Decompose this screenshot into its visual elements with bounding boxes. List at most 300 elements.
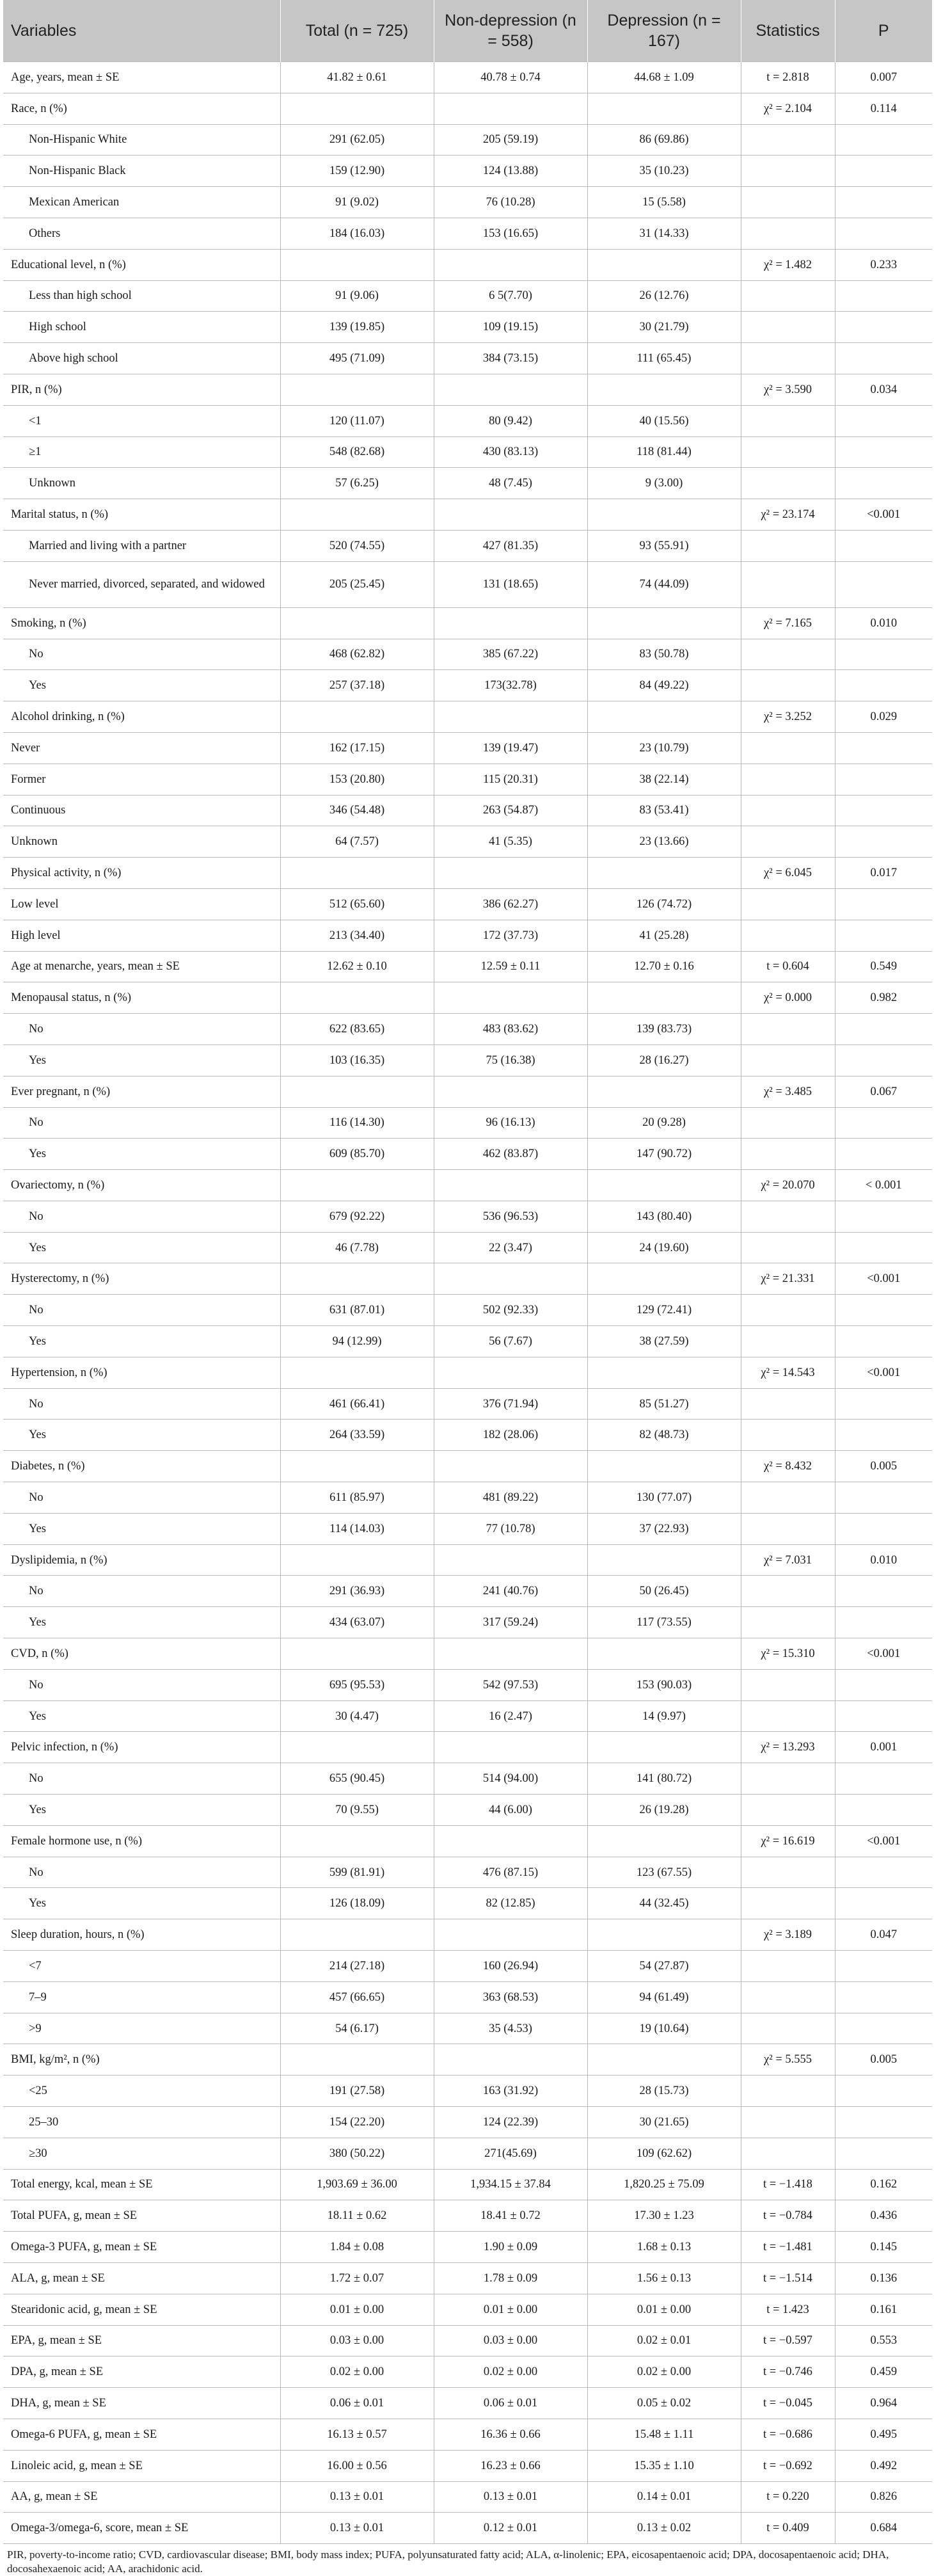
- statistics-cell: [741, 343, 835, 374]
- depression-cell: 38 (27.59): [587, 1326, 741, 1357]
- variable-cell: 25–30: [3, 2107, 280, 2138]
- p-value-cell: [835, 2076, 932, 2107]
- depression-cell: 44.68 ± 1.09: [587, 62, 741, 93]
- p-value-cell: [835, 2107, 932, 2138]
- variable-cell: Educational level, n (%): [3, 249, 280, 280]
- p-value-cell: 0.047: [835, 1919, 932, 1951]
- p-value-cell: 0.684: [835, 2513, 932, 2544]
- total-cell: [280, 982, 434, 1014]
- total-cell: 695 (95.53): [280, 1669, 434, 1700]
- depression-cell: 0.14 ± 0.01: [587, 2481, 741, 2513]
- non-depression-cell: 384 (73.15): [434, 343, 587, 374]
- variable-cell: ≥1: [3, 436, 280, 468]
- variable-cell: Omega-3 PUFA, g, mean ± SE: [3, 2232, 280, 2263]
- depression-cell: 118 (81.44): [587, 436, 741, 468]
- total-cell: [280, 2044, 434, 2076]
- variable-cell: Yes: [3, 1888, 280, 1919]
- total-cell: 46 (7.78): [280, 1232, 434, 1263]
- statistics-cell: [741, 1607, 835, 1638]
- non-depression-cell: 0.03 ± 0.00: [434, 2325, 587, 2356]
- total-cell: 205 (25.45): [280, 561, 434, 607]
- depression-cell: 86 (69.86): [587, 124, 741, 156]
- variable-cell: Omega-3/omega-6, score, mean ± SE: [3, 2513, 280, 2544]
- table-row: [3, 1170, 932, 1201]
- non-depression-cell: 1,934.15 ± 37.84: [434, 2169, 587, 2200]
- p-value-cell: 0.005: [835, 1451, 932, 1482]
- variable-cell: >9: [3, 2013, 280, 2044]
- statistics-cell: t = −1.481: [741, 2232, 835, 2263]
- statistics-cell: [741, 1669, 835, 1700]
- variable-cell: Yes: [3, 1607, 280, 1638]
- non-depression-cell: 462 (83.87): [434, 1139, 587, 1170]
- total-cell: 0.02 ± 0.00: [280, 2356, 434, 2388]
- non-depression-cell: [434, 1170, 587, 1201]
- p-value-cell: [835, 888, 932, 920]
- depression-cell: 141 (80.72): [587, 1763, 741, 1795]
- depression-cell: 0.13 ± 0.02: [587, 2513, 741, 2544]
- variable-cell: No: [3, 639, 280, 670]
- non-depression-cell: 182 (28.06): [434, 1420, 587, 1451]
- total-cell: 91 (9.02): [280, 187, 434, 218]
- p-value-cell: 0.233: [835, 249, 932, 280]
- depression-cell: 28 (15.73): [587, 2076, 741, 2107]
- p-value-cell: 0.136: [835, 2262, 932, 2294]
- depression-cell: [587, 249, 741, 280]
- statistics-cell: [741, 218, 835, 249]
- total-cell: 599 (81.91): [280, 1857, 434, 1888]
- variable-cell: Non-Hispanic White: [3, 124, 280, 156]
- p-value-cell: [835, 1107, 932, 1139]
- depression-cell: [587, 499, 741, 531]
- table-row: [3, 249, 932, 280]
- variable-cell: EPA, g, mean ± SE: [3, 2325, 280, 2356]
- table-row: [3, 1607, 932, 1638]
- total-cell: 154 (22.20): [280, 2107, 434, 2138]
- variable-cell: <7: [3, 1951, 280, 1982]
- variable-cell: ALA, g, mean ± SE: [3, 2262, 280, 2294]
- non-depression-cell: 131 (18.65): [434, 561, 587, 607]
- p-value-cell: [835, 1482, 932, 1514]
- depression-cell: [587, 1451, 741, 1482]
- depression-cell: 123 (67.55): [587, 1857, 741, 1888]
- p-value-cell: 0.553: [835, 2325, 932, 2356]
- statistics-cell: [741, 530, 835, 561]
- statistics-cell: [741, 436, 835, 468]
- p-value-cell: [835, 1857, 932, 1888]
- header-row: [3, 0, 932, 62]
- table-row: [3, 1795, 932, 1826]
- p-value-cell: 0.001: [835, 1732, 932, 1763]
- header-depression: Depression (n = 167): [587, 0, 741, 62]
- p-value-cell: [835, 561, 932, 607]
- non-depression-cell: 16.23 ± 0.66: [434, 2450, 587, 2481]
- statistics-cell: χ² = 7.031: [741, 1544, 835, 1576]
- non-depression-cell: 124 (22.39): [434, 2107, 587, 2138]
- table-row: [3, 920, 932, 951]
- total-cell: 291 (36.93): [280, 1576, 434, 1607]
- variable-cell: BMI, kg/m², n (%): [3, 2044, 280, 2076]
- variable-cell: Pelvic infection, n (%): [3, 1732, 280, 1763]
- total-cell: [280, 249, 434, 280]
- statistics-cell: [741, 1763, 835, 1795]
- statistics-cell: t = −1.418: [741, 2169, 835, 2200]
- non-depression-cell: 317 (59.24): [434, 1607, 587, 1638]
- table-row: [3, 218, 932, 249]
- variable-cell: Above high school: [3, 343, 280, 374]
- p-value-cell: [835, 1513, 932, 1544]
- table-row: [3, 951, 932, 982]
- total-cell: 622 (83.65): [280, 1014, 434, 1045]
- non-depression-cell: 481 (89.22): [434, 1482, 587, 1514]
- table-row: [3, 2325, 932, 2356]
- table-row: [3, 1263, 932, 1295]
- p-value-cell: <0.001: [835, 1263, 932, 1295]
- non-depression-cell: 542 (97.53): [434, 1669, 587, 1700]
- non-depression-cell: 40.78 ± 0.74: [434, 62, 587, 93]
- p-value-cell: [835, 764, 932, 795]
- statistics-cell: [741, 1295, 835, 1326]
- variable-cell: Diabetes, n (%): [3, 1451, 280, 1482]
- p-value-cell: 0.067: [835, 1076, 932, 1107]
- statistics-cell: [741, 888, 835, 920]
- variable-cell: PIR, n (%): [3, 374, 280, 405]
- p-value-cell: 0.010: [835, 1544, 932, 1576]
- statistics-cell: [741, 1326, 835, 1357]
- variable-cell: Age, years, mean ± SE: [3, 62, 280, 93]
- p-value-cell: [835, 1139, 932, 1170]
- table-row: [3, 436, 932, 468]
- total-cell: 12.62 ± 0.10: [280, 951, 434, 982]
- table-row: [3, 1576, 932, 1607]
- depression-cell: 0.02 ± 0.00: [587, 2356, 741, 2388]
- depression-cell: 12.70 ± 0.16: [587, 951, 741, 982]
- p-value-cell: [835, 639, 932, 670]
- statistics-cell: t = −0.045: [741, 2388, 835, 2419]
- statistics-cell: t = −0.597: [741, 2325, 835, 2356]
- statistics-cell: χ² = 3.252: [741, 701, 835, 733]
- variable-cell: Yes: [3, 1139, 280, 1170]
- table-row: [3, 1295, 932, 1326]
- non-depression-cell: [434, 858, 587, 889]
- variable-cell: Yes: [3, 670, 280, 701]
- non-depression-cell: 0.01 ± 0.00: [434, 2294, 587, 2325]
- p-value-cell: [835, 826, 932, 858]
- p-value-cell: [835, 1951, 932, 1982]
- total-cell: 153 (20.80): [280, 764, 434, 795]
- total-cell: [280, 701, 434, 733]
- variable-cell: Yes: [3, 1513, 280, 1544]
- table-row: [3, 1139, 932, 1170]
- depression-cell: 0.05 ± 0.02: [587, 2388, 741, 2419]
- non-depression-cell: 536 (96.53): [434, 1201, 587, 1232]
- statistics-cell: χ² = 3.189: [741, 1919, 835, 1951]
- total-cell: 0.01 ± 0.00: [280, 2294, 434, 2325]
- non-depression-cell: 172 (37.73): [434, 920, 587, 951]
- variable-cell: No: [3, 1295, 280, 1326]
- total-cell: [280, 93, 434, 124]
- p-value-cell: [835, 2138, 932, 2169]
- p-value-cell: <0.001: [835, 1357, 932, 1388]
- table-row: [3, 2356, 932, 2388]
- table-row: [3, 1513, 932, 1544]
- statistics-cell: χ² = 1.482: [741, 249, 835, 280]
- variable-cell: Linoleic acid, g, mean ± SE: [3, 2450, 280, 2481]
- statistics-cell: [741, 1888, 835, 1919]
- statistics-cell: [741, 1420, 835, 1451]
- table-row: [3, 1357, 932, 1388]
- p-value-cell: 0.162: [835, 2169, 932, 2200]
- variable-cell: Female hormone use, n (%): [3, 1825, 280, 1857]
- non-depression-cell: 77 (10.78): [434, 1513, 587, 1544]
- depression-cell: 139 (83.73): [587, 1014, 741, 1045]
- total-cell: [280, 1638, 434, 1670]
- non-depression-cell: 205 (59.19): [434, 124, 587, 156]
- total-cell: 64 (7.57): [280, 826, 434, 858]
- statistics-cell: χ² = 3.590: [741, 374, 835, 405]
- statistics-cell: t = 0.409: [741, 2513, 835, 2544]
- depression-cell: 93 (55.91): [587, 530, 741, 561]
- depression-cell: 40 (15.56): [587, 405, 741, 436]
- depression-cell: 35 (10.23): [587, 156, 741, 187]
- variable-cell: Ever pregnant, n (%): [3, 1076, 280, 1107]
- depression-cell: [587, 2044, 741, 2076]
- variable-cell: High level: [3, 920, 280, 951]
- variable-cell: Yes: [3, 1232, 280, 1263]
- statistics-cell: [741, 670, 835, 701]
- depression-cell: 109 (62.62): [587, 2138, 741, 2169]
- total-cell: 16.00 ± 0.56: [280, 2450, 434, 2481]
- non-depression-cell: 80 (9.42): [434, 405, 587, 436]
- depression-cell: [587, 701, 741, 733]
- non-depression-cell: 1.90 ± 0.09: [434, 2232, 587, 2263]
- statistics-cell: [741, 2076, 835, 2107]
- non-depression-cell: 115 (20.31): [434, 764, 587, 795]
- table-row: [3, 468, 932, 499]
- variable-cell: Others: [3, 218, 280, 249]
- table-row: [3, 701, 932, 733]
- statistics-cell: χ² = 6.045: [741, 858, 835, 889]
- p-value-cell: [835, 1763, 932, 1795]
- p-value-cell: [835, 1669, 932, 1700]
- non-depression-cell: 430 (83.13): [434, 436, 587, 468]
- statistics-cell: [741, 312, 835, 343]
- p-value-cell: [835, 1576, 932, 1607]
- depression-cell: 126 (74.72): [587, 888, 741, 920]
- non-depression-cell: [434, 1451, 587, 1482]
- non-depression-cell: [434, 982, 587, 1014]
- p-value-cell: 0.459: [835, 2356, 932, 2388]
- statistics-cell: χ² = 16.619: [741, 1825, 835, 1857]
- table-row: [3, 187, 932, 218]
- p-value-cell: [835, 1201, 932, 1232]
- depression-cell: 37 (22.93): [587, 1513, 741, 1544]
- depression-cell: 0.02 ± 0.01: [587, 2325, 741, 2356]
- table-row: [3, 888, 932, 920]
- p-value-cell: [835, 2013, 932, 2044]
- total-cell: 257 (37.18): [280, 670, 434, 701]
- p-value-cell: [835, 670, 932, 701]
- total-cell: 139 (19.85): [280, 312, 434, 343]
- table-row: [3, 312, 932, 343]
- statistics-cell: t = −0.692: [741, 2450, 835, 2481]
- variable-cell: No: [3, 1857, 280, 1888]
- total-cell: 57 (6.25): [280, 468, 434, 499]
- non-depression-cell: [434, 1825, 587, 1857]
- non-depression-cell: 385 (67.22): [434, 639, 587, 670]
- depression-cell: 83 (50.78): [587, 639, 741, 670]
- table-row: [3, 1857, 932, 1888]
- statistics-cell: t = −0.746: [741, 2356, 835, 2388]
- total-cell: 116 (14.30): [280, 1107, 434, 1139]
- variable-cell: Unknown: [3, 826, 280, 858]
- table-row: [3, 1544, 932, 1576]
- statistics-cell: [741, 280, 835, 312]
- p-value-cell: [835, 1607, 932, 1638]
- header-total: Total (n = 725): [280, 0, 434, 62]
- variable-cell: Race, n (%): [3, 93, 280, 124]
- depression-cell: 1.68 ± 0.13: [587, 2232, 741, 2263]
- non-depression-cell: 483 (83.62): [434, 1014, 587, 1045]
- table-row: [3, 93, 932, 124]
- table-footnote: PIR, poverty-to-income ratio; CVD, cardiovascular disease; BMI, body mass index; PUFA, polyunsaturated fatty acid; ALA, α-linolenic; EPA, eicosapentaenoic acid; DPA, docosapentaenoic acid; DHA, docosahexaenoic acid; AA, arachidonic acid.: [7, 2548, 889, 2575]
- table-row: [3, 826, 932, 858]
- table-row: [3, 1732, 932, 1763]
- p-value-cell: [835, 1700, 932, 1732]
- depression-cell: [587, 1732, 741, 1763]
- non-depression-cell: [434, 374, 587, 405]
- variable-cell: ≥30: [3, 2138, 280, 2169]
- statistics-cell: t = −0.784: [741, 2200, 835, 2232]
- variable-cell: No: [3, 1763, 280, 1795]
- non-depression-cell: 96 (16.13): [434, 1107, 587, 1139]
- variable-cell: No: [3, 1107, 280, 1139]
- table-row: [3, 982, 932, 1014]
- depression-cell: [587, 1825, 741, 1857]
- depression-cell: 23 (10.79): [587, 732, 741, 764]
- variable-cell: <25: [3, 2076, 280, 2107]
- table-row: [3, 343, 932, 374]
- non-depression-cell: 56 (7.67): [434, 1326, 587, 1357]
- total-cell: 159 (12.90): [280, 156, 434, 187]
- variable-cell: Smoking, n (%): [3, 607, 280, 639]
- depression-cell: [587, 1638, 741, 1670]
- total-cell: 103 (16.35): [280, 1044, 434, 1076]
- table-row: [3, 1919, 932, 1951]
- table-row: [3, 530, 932, 561]
- statistics-cell: [741, 187, 835, 218]
- variable-cell: Ovariectomy, n (%): [3, 1170, 280, 1201]
- non-depression-cell: 173(32.78): [434, 670, 587, 701]
- non-depression-cell: [434, 499, 587, 531]
- statistics-cell: [741, 732, 835, 764]
- table-row: [3, 2294, 932, 2325]
- non-depression-cell: 44 (6.00): [434, 1795, 587, 1826]
- table-row: [3, 2232, 932, 2263]
- statistics-cell: χ² = 5.555: [741, 2044, 835, 2076]
- depression-cell: 30 (21.79): [587, 312, 741, 343]
- total-cell: [280, 1919, 434, 1951]
- depression-cell: 28 (16.27): [587, 1044, 741, 1076]
- non-depression-cell: 160 (26.94): [434, 1951, 587, 1982]
- p-value-cell: [835, 312, 932, 343]
- non-depression-cell: [434, 1076, 587, 1107]
- non-depression-cell: 376 (71.94): [434, 1388, 587, 1420]
- non-depression-cell: [434, 607, 587, 639]
- table-header: [3, 0, 932, 62]
- statistics-cell: [741, 561, 835, 607]
- p-value-cell: [835, 732, 932, 764]
- table-row: [3, 62, 932, 93]
- non-depression-cell: [434, 1544, 587, 1576]
- depression-cell: 26 (12.76): [587, 280, 741, 312]
- variable-cell: Never: [3, 732, 280, 764]
- table-row: [3, 2419, 932, 2450]
- variable-cell: Age at menarche, years, mean ± SE: [3, 951, 280, 982]
- total-cell: [280, 1263, 434, 1295]
- statistics-cell: t = −0.686: [741, 2419, 835, 2450]
- statistics-cell: [741, 1700, 835, 1732]
- p-value-cell: 0.492: [835, 2450, 932, 2481]
- table-row: [3, 1482, 932, 1514]
- variable-cell: Yes: [3, 1044, 280, 1076]
- total-cell: 1.72 ± 0.07: [280, 2262, 434, 2294]
- variable-cell: DPA, g, mean ± SE: [3, 2356, 280, 2388]
- p-value-cell: [835, 1420, 932, 1451]
- depression-cell: 143 (80.40): [587, 1201, 741, 1232]
- table-row: [3, 2200, 932, 2232]
- table-row: [3, 1201, 932, 1232]
- variable-cell: DHA, g, mean ± SE: [3, 2388, 280, 2419]
- table-row: [3, 639, 932, 670]
- non-depression-cell: 6 5(7.70): [434, 280, 587, 312]
- non-depression-cell: 139 (19.47): [434, 732, 587, 764]
- header-p: P: [835, 0, 932, 62]
- variable-cell: Never married, divorced, separated, and widowed: [3, 561, 280, 607]
- total-cell: 114 (14.03): [280, 1513, 434, 1544]
- variable-cell: CVD, n (%): [3, 1638, 280, 1670]
- variable-cell: Stearidonic acid, g, mean ± SE: [3, 2294, 280, 2325]
- table-row: [3, 2388, 932, 2419]
- statistics-cell: [741, 920, 835, 951]
- depression-cell: 130 (77.07): [587, 1482, 741, 1514]
- statistics-cell: [741, 1513, 835, 1544]
- variable-cell: 7–9: [3, 1981, 280, 2013]
- table-row: [3, 1420, 932, 1451]
- table-row: [3, 1669, 932, 1700]
- statistics-cell: χ² = 20.070: [741, 1170, 835, 1201]
- table-container: [3, 0, 932, 2576]
- statistics-cell: [741, 1951, 835, 1982]
- variable-cell: Total PUFA, g, mean ± SE: [3, 2200, 280, 2232]
- total-cell: 434 (63.07): [280, 1607, 434, 1638]
- statistics-cell: χ² = 15.310: [741, 1638, 835, 1670]
- non-depression-cell: 124 (13.88): [434, 156, 587, 187]
- statistics-cell: t = 1.423: [741, 2294, 835, 2325]
- table-row: [3, 1388, 932, 1420]
- p-value-cell: 0.034: [835, 374, 932, 405]
- p-value-cell: [835, 436, 932, 468]
- statistics-cell: [741, 1232, 835, 1263]
- table-row: [3, 1326, 932, 1357]
- depression-cell: 17.30 ± 1.23: [587, 2200, 741, 2232]
- total-cell: 41.82 ± 0.61: [280, 62, 434, 93]
- variable-cell: No: [3, 1576, 280, 1607]
- header-statistics: Statistics: [741, 0, 835, 62]
- variable-cell: High school: [3, 312, 280, 343]
- depression-cell: 20 (9.28): [587, 1107, 741, 1139]
- statistics-cell: χ² = 21.331: [741, 1263, 835, 1295]
- p-value-cell: [835, 405, 932, 436]
